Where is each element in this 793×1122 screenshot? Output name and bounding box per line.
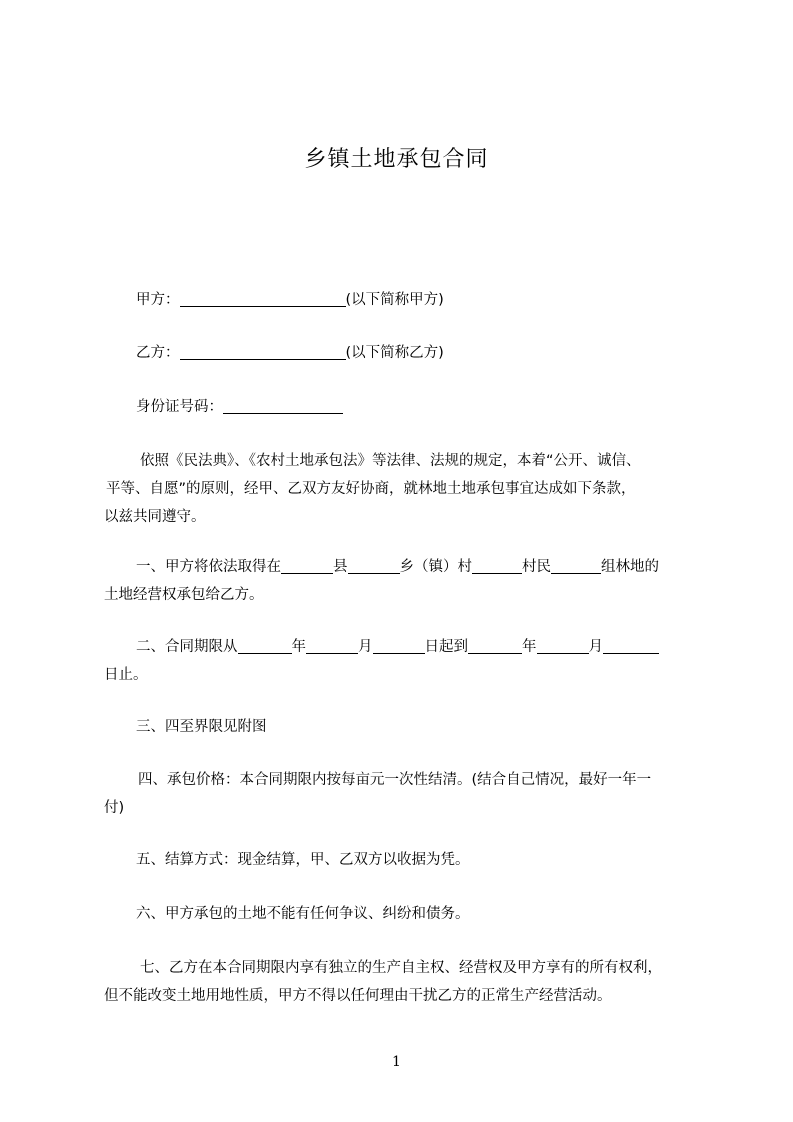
party-b-field xyxy=(104,339,704,367)
village-blank[interactable] xyxy=(472,557,522,574)
clause-6 xyxy=(104,900,704,928)
clause-3-text: 三、四至界限见附图 xyxy=(136,719,267,735)
preamble-paragraph xyxy=(104,447,704,531)
id-number-blank[interactable] xyxy=(223,397,343,414)
clause-7-line-2: 但不能改变土地用地性质，甲方不得以任何理由干扰乙方的正常生产经营活动。 xyxy=(104,988,612,1004)
clause-2 xyxy=(104,633,704,689)
preamble-line-1: 依照《民法典》、《农村土地承包法》等法律、法规的规定，本着“公开、诚信、 xyxy=(140,453,641,469)
clause-1-line-2: 土地经营权承包给乙方。 xyxy=(104,587,264,603)
clause-4-line-1: 四、承包价格：本合同期限内按每亩元一次性结清。(结合自己情况，最好一年一 xyxy=(138,772,652,788)
clause-2-prefix: 二、合同期限从 xyxy=(136,639,238,655)
group-blank[interactable] xyxy=(551,557,601,574)
start-year-blank[interactable] xyxy=(238,637,292,654)
clause-5 xyxy=(104,846,704,874)
clause-2-year-2: 年 xyxy=(522,639,537,655)
clause-2-month-2: 月 xyxy=(588,639,603,655)
clause-5-text: 五、结算方式：现金结算，甲、乙双方以收据为凭。 xyxy=(136,852,470,868)
id-number-label: 身份证号码： xyxy=(136,399,223,415)
document-title: 乡镇土地承包合同 xyxy=(304,147,489,172)
end-year-blank[interactable] xyxy=(468,637,522,654)
end-day-blank[interactable] xyxy=(603,637,659,654)
clause-3 xyxy=(104,713,704,741)
clause-1-county: 县 xyxy=(333,559,348,575)
clause-1-township: 乡（镇）村 xyxy=(399,559,472,575)
clause-1-prefix: 一、甲方将依法取得在 xyxy=(136,559,281,575)
start-month-blank[interactable] xyxy=(306,637,358,654)
id-number-field xyxy=(104,393,704,421)
township-blank[interactable] xyxy=(348,557,400,574)
page-number: 1 xyxy=(392,1054,401,1070)
party-a-label: 甲方： xyxy=(136,292,180,308)
clause-1-group: 组林地的 xyxy=(601,559,659,575)
clause-2-line-2: 日止。 xyxy=(104,667,148,683)
clause-1-villager: 村民 xyxy=(522,559,551,575)
clause-6-text: 六、甲方承包的土地不能有任何争议、纠纷和债务。 xyxy=(136,906,470,922)
start-day-blank[interactable] xyxy=(373,637,425,654)
party-a-field xyxy=(104,286,704,314)
party-b-note: (以下简称乙方) xyxy=(345,345,444,361)
clause-1 xyxy=(104,553,704,609)
clause-2-month-1: 月 xyxy=(358,639,373,655)
party-a-note: (以下简称甲方) xyxy=(345,292,444,308)
party-b-blank[interactable] xyxy=(180,343,346,360)
clause-4 xyxy=(104,766,704,822)
clause-7 xyxy=(104,954,704,1010)
clause-4-line-2: 付) xyxy=(104,800,125,816)
clause-7-line-1: 七、乙方在本合同期限内享有独立的生产自主权、经营权及甲方享有的所有权利， xyxy=(140,960,662,976)
clause-2-year-1: 年 xyxy=(291,639,306,655)
party-a-blank[interactable] xyxy=(180,290,346,307)
clause-2-day-1: 日起到 xyxy=(424,639,468,655)
party-b-label: 乙方： xyxy=(136,345,180,361)
preamble-line-2: 平等、自愿”的原则，经甲、乙双方友好协商，就林地土地承包事宜达成如下条款， xyxy=(106,481,636,497)
county-blank[interactable] xyxy=(281,557,333,574)
end-month-blank[interactable] xyxy=(537,637,589,654)
preamble-line-3: 以兹共同遵守。 xyxy=(104,509,206,525)
